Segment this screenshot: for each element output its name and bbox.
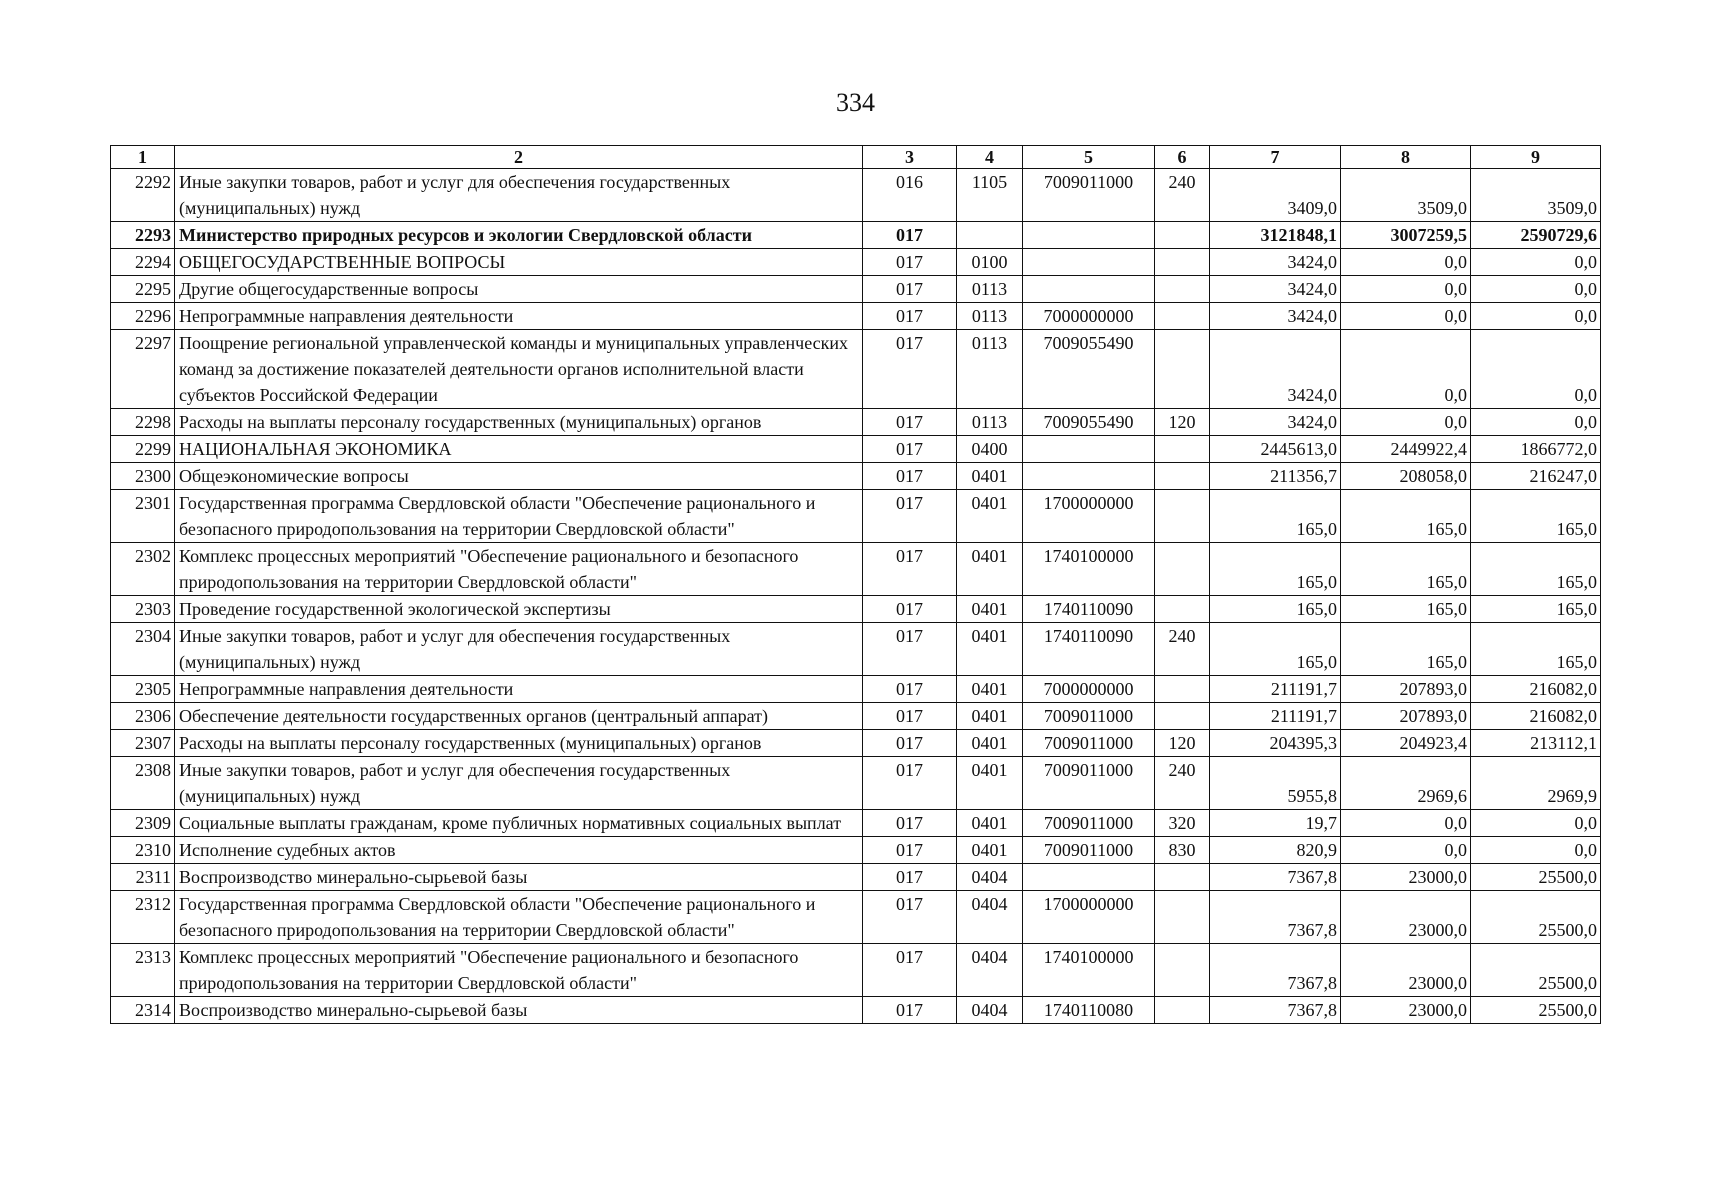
code-col3-cell: 017 xyxy=(863,703,957,730)
code-col5-cell: 7009011000 xyxy=(1023,757,1155,810)
code-col3-cell: 017 xyxy=(863,276,957,303)
row-number-cell: 2294 xyxy=(111,249,175,276)
code-col6-cell xyxy=(1155,543,1210,596)
amount-col7-cell: 211191,7 xyxy=(1210,676,1341,703)
amount-col8-cell: 208058,0 xyxy=(1341,463,1471,490)
code-col4-cell: 0401 xyxy=(957,730,1023,757)
amount-col7-cell: 2445613,0 xyxy=(1210,436,1341,463)
row-number-cell: 2301 xyxy=(111,490,175,543)
code-col4-cell: 0401 xyxy=(957,490,1023,543)
code-col6-cell: 320 xyxy=(1155,810,1210,837)
table-row xyxy=(111,997,1601,1024)
code-col4-cell: 0401 xyxy=(957,623,1023,676)
row-number-cell: 2308 xyxy=(111,757,175,810)
amount-col7-cell: 7367,8 xyxy=(1210,944,1341,997)
item-name-cell: Иные закупки товаров, работ и услуг для обеспечения государственных (муниципальных) нужд xyxy=(175,169,863,222)
code-col5-cell: 1700000000 xyxy=(1023,490,1155,543)
code-col3-cell: 017 xyxy=(863,222,957,249)
code-col3-cell: 017 xyxy=(863,676,957,703)
code-col4-cell xyxy=(957,222,1023,249)
budget-table xyxy=(110,145,1601,1024)
code-col6-cell xyxy=(1155,596,1210,623)
code-col4-cell: 1105 xyxy=(957,169,1023,222)
amount-col9-cell: 216082,0 xyxy=(1471,676,1601,703)
item-name-cell: Социальные выплаты гражданам, кроме публичных нормативных социальных выплат xyxy=(175,810,863,837)
amount-col9-cell: 0,0 xyxy=(1471,837,1601,864)
amount-col8-cell: 207893,0 xyxy=(1341,676,1471,703)
table-row xyxy=(111,249,1601,276)
code-col3-cell: 017 xyxy=(863,409,957,436)
code-col6-cell xyxy=(1155,891,1210,944)
item-name-cell: Воспроизводство минерально-сырьевой базы xyxy=(175,864,863,891)
amount-col7-cell: 3424,0 xyxy=(1210,303,1341,330)
code-col6-cell: 240 xyxy=(1155,757,1210,810)
code-col4-cell: 0401 xyxy=(957,676,1023,703)
item-name-cell: Воспроизводство минерально-сырьевой базы xyxy=(175,997,863,1024)
code-col5-cell: 1740110090 xyxy=(1023,623,1155,676)
table-row xyxy=(111,543,1601,596)
code-col6-cell xyxy=(1155,490,1210,543)
row-number-cell: 2298 xyxy=(111,409,175,436)
code-col6-cell xyxy=(1155,463,1210,490)
table-row xyxy=(111,891,1601,944)
code-col6-cell xyxy=(1155,864,1210,891)
item-name-cell: ОБЩЕГОСУДАРСТВЕННЫЕ ВОПРОСЫ xyxy=(175,249,863,276)
code-col4-cell: 0113 xyxy=(957,303,1023,330)
code-col3-cell: 017 xyxy=(863,249,957,276)
amount-col9-cell: 216082,0 xyxy=(1471,703,1601,730)
code-col5-cell: 1740100000 xyxy=(1023,543,1155,596)
amount-col9-cell: 2590729,6 xyxy=(1471,222,1601,249)
amount-col9-cell: 1866772,0 xyxy=(1471,436,1601,463)
amount-col9-cell: 3509,0 xyxy=(1471,169,1601,222)
code-col6-cell xyxy=(1155,436,1210,463)
amount-col8-cell: 2449922,4 xyxy=(1341,436,1471,463)
code-col3-cell: 017 xyxy=(863,837,957,864)
amount-col8-cell: 165,0 xyxy=(1341,596,1471,623)
amount-col9-cell: 213112,1 xyxy=(1471,730,1601,757)
code-col4-cell: 0401 xyxy=(957,596,1023,623)
table-row xyxy=(111,757,1601,810)
amount-col9-cell: 0,0 xyxy=(1471,303,1601,330)
code-col5-cell xyxy=(1023,249,1155,276)
code-col6-cell xyxy=(1155,676,1210,703)
code-col5-cell xyxy=(1023,276,1155,303)
table-row xyxy=(111,276,1601,303)
code-col5-cell xyxy=(1023,436,1155,463)
code-col5-cell: 1700000000 xyxy=(1023,891,1155,944)
row-number-cell: 2313 xyxy=(111,944,175,997)
amount-col8-cell: 0,0 xyxy=(1341,810,1471,837)
code-col4-cell: 0113 xyxy=(957,409,1023,436)
table-row xyxy=(111,222,1601,249)
code-col4-cell: 0401 xyxy=(957,837,1023,864)
code-col5-cell xyxy=(1023,463,1155,490)
code-col4-cell: 0404 xyxy=(957,944,1023,997)
code-col4-cell: 0401 xyxy=(957,703,1023,730)
amount-col7-cell: 3121848,1 xyxy=(1210,222,1341,249)
row-number-cell: 2300 xyxy=(111,463,175,490)
code-col5-cell: 7009055490 xyxy=(1023,409,1155,436)
row-number-cell: 2293 xyxy=(111,222,175,249)
amount-col7-cell: 3424,0 xyxy=(1210,276,1341,303)
code-col3-cell: 017 xyxy=(863,944,957,997)
amount-col9-cell: 25500,0 xyxy=(1471,944,1601,997)
code-col6-cell: 830 xyxy=(1155,837,1210,864)
code-col6-cell: 120 xyxy=(1155,730,1210,757)
table-row xyxy=(111,810,1601,837)
code-col5-cell: 1740110080 xyxy=(1023,997,1155,1024)
code-col4-cell: 0113 xyxy=(957,330,1023,409)
row-number-cell: 2309 xyxy=(111,810,175,837)
amount-col9-cell: 0,0 xyxy=(1471,409,1601,436)
code-col3-cell: 017 xyxy=(863,463,957,490)
amount-col9-cell: 216247,0 xyxy=(1471,463,1601,490)
code-col3-cell: 017 xyxy=(863,490,957,543)
amount-col8-cell: 2969,6 xyxy=(1341,757,1471,810)
amount-col9-cell: 2969,9 xyxy=(1471,757,1601,810)
amount-col7-cell: 3424,0 xyxy=(1210,330,1341,409)
table-row xyxy=(111,623,1601,676)
item-name-cell: Исполнение судебных актов xyxy=(175,837,863,864)
code-col5-cell: 7009055490 xyxy=(1023,330,1155,409)
item-name-cell: Государственная программа Свердловской области "Обеспечение рационального и безопасного природопользования на территории Свердловской области" xyxy=(175,891,863,944)
item-name-cell: Комплекс процессных мероприятий "Обеспечение рационального и безопасного природопользования на территории Свердловской области" xyxy=(175,944,863,997)
table-header xyxy=(111,146,1601,169)
row-number-cell: 2310 xyxy=(111,837,175,864)
item-name-cell: Государственная программа Свердловской области "Обеспечение рационального и безопасного природопользования на территории Свердловской области" xyxy=(175,490,863,543)
code-col3-cell: 017 xyxy=(863,730,957,757)
header-cell: 3 xyxy=(863,146,957,169)
row-number-cell: 2311 xyxy=(111,864,175,891)
amount-col9-cell: 25500,0 xyxy=(1471,891,1601,944)
amount-col7-cell: 3424,0 xyxy=(1210,409,1341,436)
amount-col7-cell: 204395,3 xyxy=(1210,730,1341,757)
item-name-cell: Расходы на выплаты персоналу государственных (муниципальных) органов xyxy=(175,730,863,757)
amount-col9-cell: 165,0 xyxy=(1471,623,1601,676)
amount-col8-cell: 23000,0 xyxy=(1341,997,1471,1024)
code-col6-cell xyxy=(1155,303,1210,330)
amount-col7-cell: 3424,0 xyxy=(1210,249,1341,276)
code-col6-cell xyxy=(1155,703,1210,730)
code-col6-cell: 240 xyxy=(1155,623,1210,676)
code-col3-cell: 017 xyxy=(863,891,957,944)
amount-col9-cell: 0,0 xyxy=(1471,276,1601,303)
header-cell: 2 xyxy=(175,146,863,169)
code-col3-cell: 017 xyxy=(863,757,957,810)
row-number-cell: 2292 xyxy=(111,169,175,222)
amount-col9-cell: 0,0 xyxy=(1471,330,1601,409)
amount-col7-cell: 19,7 xyxy=(1210,810,1341,837)
code-col6-cell xyxy=(1155,944,1210,997)
amount-col8-cell: 0,0 xyxy=(1341,330,1471,409)
amount-col9-cell: 0,0 xyxy=(1471,249,1601,276)
amount-col7-cell: 820,9 xyxy=(1210,837,1341,864)
row-number-cell: 2314 xyxy=(111,997,175,1024)
item-name-cell: Непрограммные направления деятельности xyxy=(175,676,863,703)
row-number-cell: 2312 xyxy=(111,891,175,944)
code-col5-cell: 1740110090 xyxy=(1023,596,1155,623)
row-number-cell: 2295 xyxy=(111,276,175,303)
header-cell: 5 xyxy=(1023,146,1155,169)
header-cell: 9 xyxy=(1471,146,1601,169)
header-row xyxy=(111,146,1601,169)
code-col4-cell: 0401 xyxy=(957,543,1023,596)
item-name-cell: Министерство природных ресурсов и экологии Свердловской области xyxy=(175,222,863,249)
header-cell: 4 xyxy=(957,146,1023,169)
amount-col8-cell: 0,0 xyxy=(1341,409,1471,436)
amount-col7-cell: 7367,8 xyxy=(1210,891,1341,944)
item-name-cell: Другие общегосударственные вопросы xyxy=(175,276,863,303)
amount-col8-cell: 0,0 xyxy=(1341,837,1471,864)
header-cell: 8 xyxy=(1341,146,1471,169)
amount-col8-cell: 23000,0 xyxy=(1341,864,1471,891)
code-col6-cell xyxy=(1155,997,1210,1024)
header-cell: 7 xyxy=(1210,146,1341,169)
code-col5-cell: 7009011000 xyxy=(1023,169,1155,222)
code-col3-cell: 017 xyxy=(863,543,957,596)
table-row xyxy=(111,409,1601,436)
row-number-cell: 2306 xyxy=(111,703,175,730)
amount-col7-cell: 165,0 xyxy=(1210,623,1341,676)
row-number-cell: 2296 xyxy=(111,303,175,330)
code-col6-cell xyxy=(1155,249,1210,276)
amount-col7-cell: 165,0 xyxy=(1210,490,1341,543)
code-col4-cell: 0401 xyxy=(957,810,1023,837)
code-col4-cell: 0404 xyxy=(957,997,1023,1024)
amount-col8-cell: 0,0 xyxy=(1341,276,1471,303)
row-number-cell: 2304 xyxy=(111,623,175,676)
amount-col8-cell: 3007259,5 xyxy=(1341,222,1471,249)
code-col5-cell xyxy=(1023,864,1155,891)
item-name-cell: Иные закупки товаров, работ и услуг для обеспечения государственных (муниципальных) нужд xyxy=(175,757,863,810)
amount-col8-cell: 23000,0 xyxy=(1341,944,1471,997)
amount-col7-cell: 165,0 xyxy=(1210,543,1341,596)
header-cell: 1 xyxy=(111,146,175,169)
amount-col7-cell: 211191,7 xyxy=(1210,703,1341,730)
table-body xyxy=(111,169,1601,1024)
amount-col7-cell: 7367,8 xyxy=(1210,997,1341,1024)
code-col4-cell: 0400 xyxy=(957,436,1023,463)
amount-col8-cell: 0,0 xyxy=(1341,303,1471,330)
amount-col7-cell: 3409,0 xyxy=(1210,169,1341,222)
amount-col9-cell: 165,0 xyxy=(1471,490,1601,543)
amount-col8-cell: 3509,0 xyxy=(1341,169,1471,222)
table-row xyxy=(111,463,1601,490)
code-col3-cell: 017 xyxy=(863,864,957,891)
row-number-cell: 2305 xyxy=(111,676,175,703)
code-col3-cell: 017 xyxy=(863,436,957,463)
code-col3-cell: 017 xyxy=(863,810,957,837)
table-row xyxy=(111,864,1601,891)
code-col6-cell xyxy=(1155,330,1210,409)
code-col6-cell: 120 xyxy=(1155,409,1210,436)
code-col5-cell: 7009011000 xyxy=(1023,703,1155,730)
code-col5-cell: 7009011000 xyxy=(1023,730,1155,757)
code-col5-cell: 1740100000 xyxy=(1023,944,1155,997)
table-row xyxy=(111,676,1601,703)
item-name-cell: Комплекс процессных мероприятий "Обеспечение рационального и безопасного природопользования на территории Свердловской области" xyxy=(175,543,863,596)
table-row xyxy=(111,303,1601,330)
page-number: 334 xyxy=(836,88,875,117)
code-col6-cell: 240 xyxy=(1155,169,1210,222)
amount-col9-cell: 165,0 xyxy=(1471,596,1601,623)
code-col4-cell: 0401 xyxy=(957,463,1023,490)
amount-col9-cell: 25500,0 xyxy=(1471,997,1601,1024)
table-row xyxy=(111,490,1601,543)
table-row xyxy=(111,596,1601,623)
amount-col8-cell: 204923,4 xyxy=(1341,730,1471,757)
item-name-cell: Общеэкономические вопросы xyxy=(175,463,863,490)
table-row xyxy=(111,944,1601,997)
amount-col7-cell: 165,0 xyxy=(1210,596,1341,623)
row-number-cell: 2303 xyxy=(111,596,175,623)
table-row xyxy=(111,330,1601,409)
row-number-cell: 2302 xyxy=(111,543,175,596)
table-row xyxy=(111,730,1601,757)
code-col3-cell: 017 xyxy=(863,596,957,623)
code-col5-cell: 7009011000 xyxy=(1023,810,1155,837)
code-col5-cell: 7009011000 xyxy=(1023,837,1155,864)
table-row xyxy=(111,169,1601,222)
header-cell: 6 xyxy=(1155,146,1210,169)
item-name-cell: Иные закупки товаров, работ и услуг для обеспечения государственных (муниципальных) нужд xyxy=(175,623,863,676)
table-row xyxy=(111,703,1601,730)
row-number-cell: 2297 xyxy=(111,330,175,409)
code-col5-cell: 7000000000 xyxy=(1023,303,1155,330)
amount-col8-cell: 23000,0 xyxy=(1341,891,1471,944)
code-col5-cell xyxy=(1023,222,1155,249)
code-col4-cell: 0100 xyxy=(957,249,1023,276)
amount-col7-cell: 211356,7 xyxy=(1210,463,1341,490)
amount-col8-cell: 165,0 xyxy=(1341,490,1471,543)
item-name-cell: Поощрение региональной управленческой команды и муниципальных управленческих команд за достижение показателей деятельности органов исполнительной власти субъектов Российской Федерации xyxy=(175,330,863,409)
code-col4-cell: 0113 xyxy=(957,276,1023,303)
amount-col8-cell: 0,0 xyxy=(1341,249,1471,276)
code-col6-cell xyxy=(1155,222,1210,249)
amount-col9-cell: 25500,0 xyxy=(1471,864,1601,891)
item-name-cell: НАЦИОНАЛЬНАЯ ЭКОНОМИКА xyxy=(175,436,863,463)
code-col3-cell: 017 xyxy=(863,623,957,676)
code-col4-cell: 0401 xyxy=(957,757,1023,810)
code-col3-cell: 017 xyxy=(863,303,957,330)
table-row xyxy=(111,436,1601,463)
amount-col8-cell: 165,0 xyxy=(1341,623,1471,676)
item-name-cell: Расходы на выплаты персоналу государственных (муниципальных) органов xyxy=(175,409,863,436)
code-col3-cell: 016 xyxy=(863,169,957,222)
row-number-cell: 2299 xyxy=(111,436,175,463)
code-col5-cell: 7000000000 xyxy=(1023,676,1155,703)
amount-col9-cell: 0,0 xyxy=(1471,810,1601,837)
amount-col8-cell: 165,0 xyxy=(1341,543,1471,596)
code-col4-cell: 0404 xyxy=(957,864,1023,891)
item-name-cell: Обеспечение деятельности государственных органов (центральный аппарат) xyxy=(175,703,863,730)
code-col3-cell: 017 xyxy=(863,997,957,1024)
table-row xyxy=(111,837,1601,864)
item-name-cell: Непрограммные направления деятельности xyxy=(175,303,863,330)
code-col3-cell: 017 xyxy=(863,330,957,409)
code-col4-cell: 0404 xyxy=(957,891,1023,944)
code-col6-cell xyxy=(1155,276,1210,303)
row-number-cell: 2307 xyxy=(111,730,175,757)
amount-col7-cell: 7367,8 xyxy=(1210,864,1341,891)
item-name-cell: Проведение государственной экологической экспертизы xyxy=(175,596,863,623)
amount-col8-cell: 207893,0 xyxy=(1341,703,1471,730)
amount-col7-cell: 5955,8 xyxy=(1210,757,1341,810)
amount-col9-cell: 165,0 xyxy=(1471,543,1601,596)
